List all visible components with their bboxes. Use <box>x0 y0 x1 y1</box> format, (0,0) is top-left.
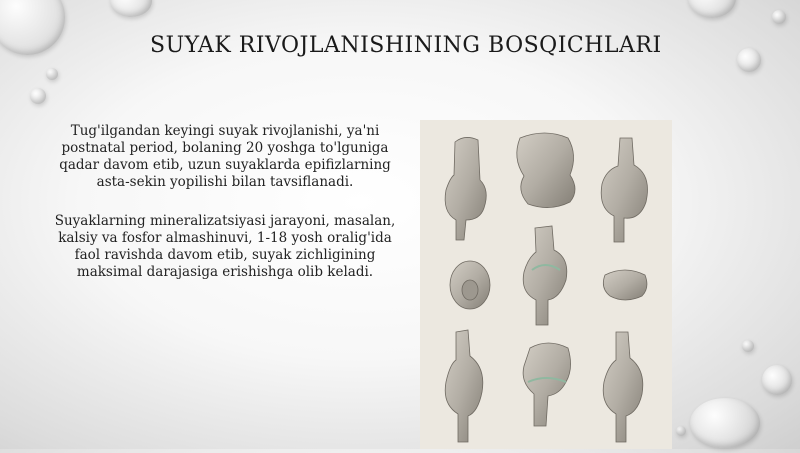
paragraph-postnatal: Tug'ilgandan keyingi suyak rivojlanishi, ya'ni postnatal period, bolaning 20 yoshga to'lguniga qadar davom etib, uzun suyaklarda epifizlarning asta-sekin yopilishi bilan tavsiflanadi. <box>59 123 391 190</box>
water-drop-decoration <box>30 88 46 104</box>
knee-bone-figure <box>517 133 575 208</box>
bone-illustration-image <box>420 120 672 449</box>
paragraph-mineralization: Suyaklarning mineralizatsiyasi jarayoni, masalan, kalsiy va fosfor almashinuvi, 1-18 yosh oralig'ida faol ravishda davom etib, suyak zichligining maksimal darajasiga erishishga olib keladi. <box>54 213 396 280</box>
water-drop-decoration <box>688 0 736 18</box>
water-drop-decoration <box>110 0 152 17</box>
water-drop-decoration <box>0 0 65 55</box>
water-drop-decoration <box>772 10 786 24</box>
water-drop-decoration <box>762 365 792 395</box>
water-drop-decoration <box>690 398 760 448</box>
knee-bone-figure <box>603 270 647 300</box>
water-drop-decoration <box>676 426 686 436</box>
slide-title: SUYAK RIVOJLANISHINING BOSQICHLARI <box>150 33 662 58</box>
slide-body <box>45 123 405 303</box>
water-drop-decoration <box>46 68 58 80</box>
knee-bones-drawing <box>420 120 672 449</box>
water-drop-decoration <box>737 48 761 72</box>
knee-bone-figure <box>450 261 490 309</box>
water-drop-decoration <box>742 340 754 352</box>
